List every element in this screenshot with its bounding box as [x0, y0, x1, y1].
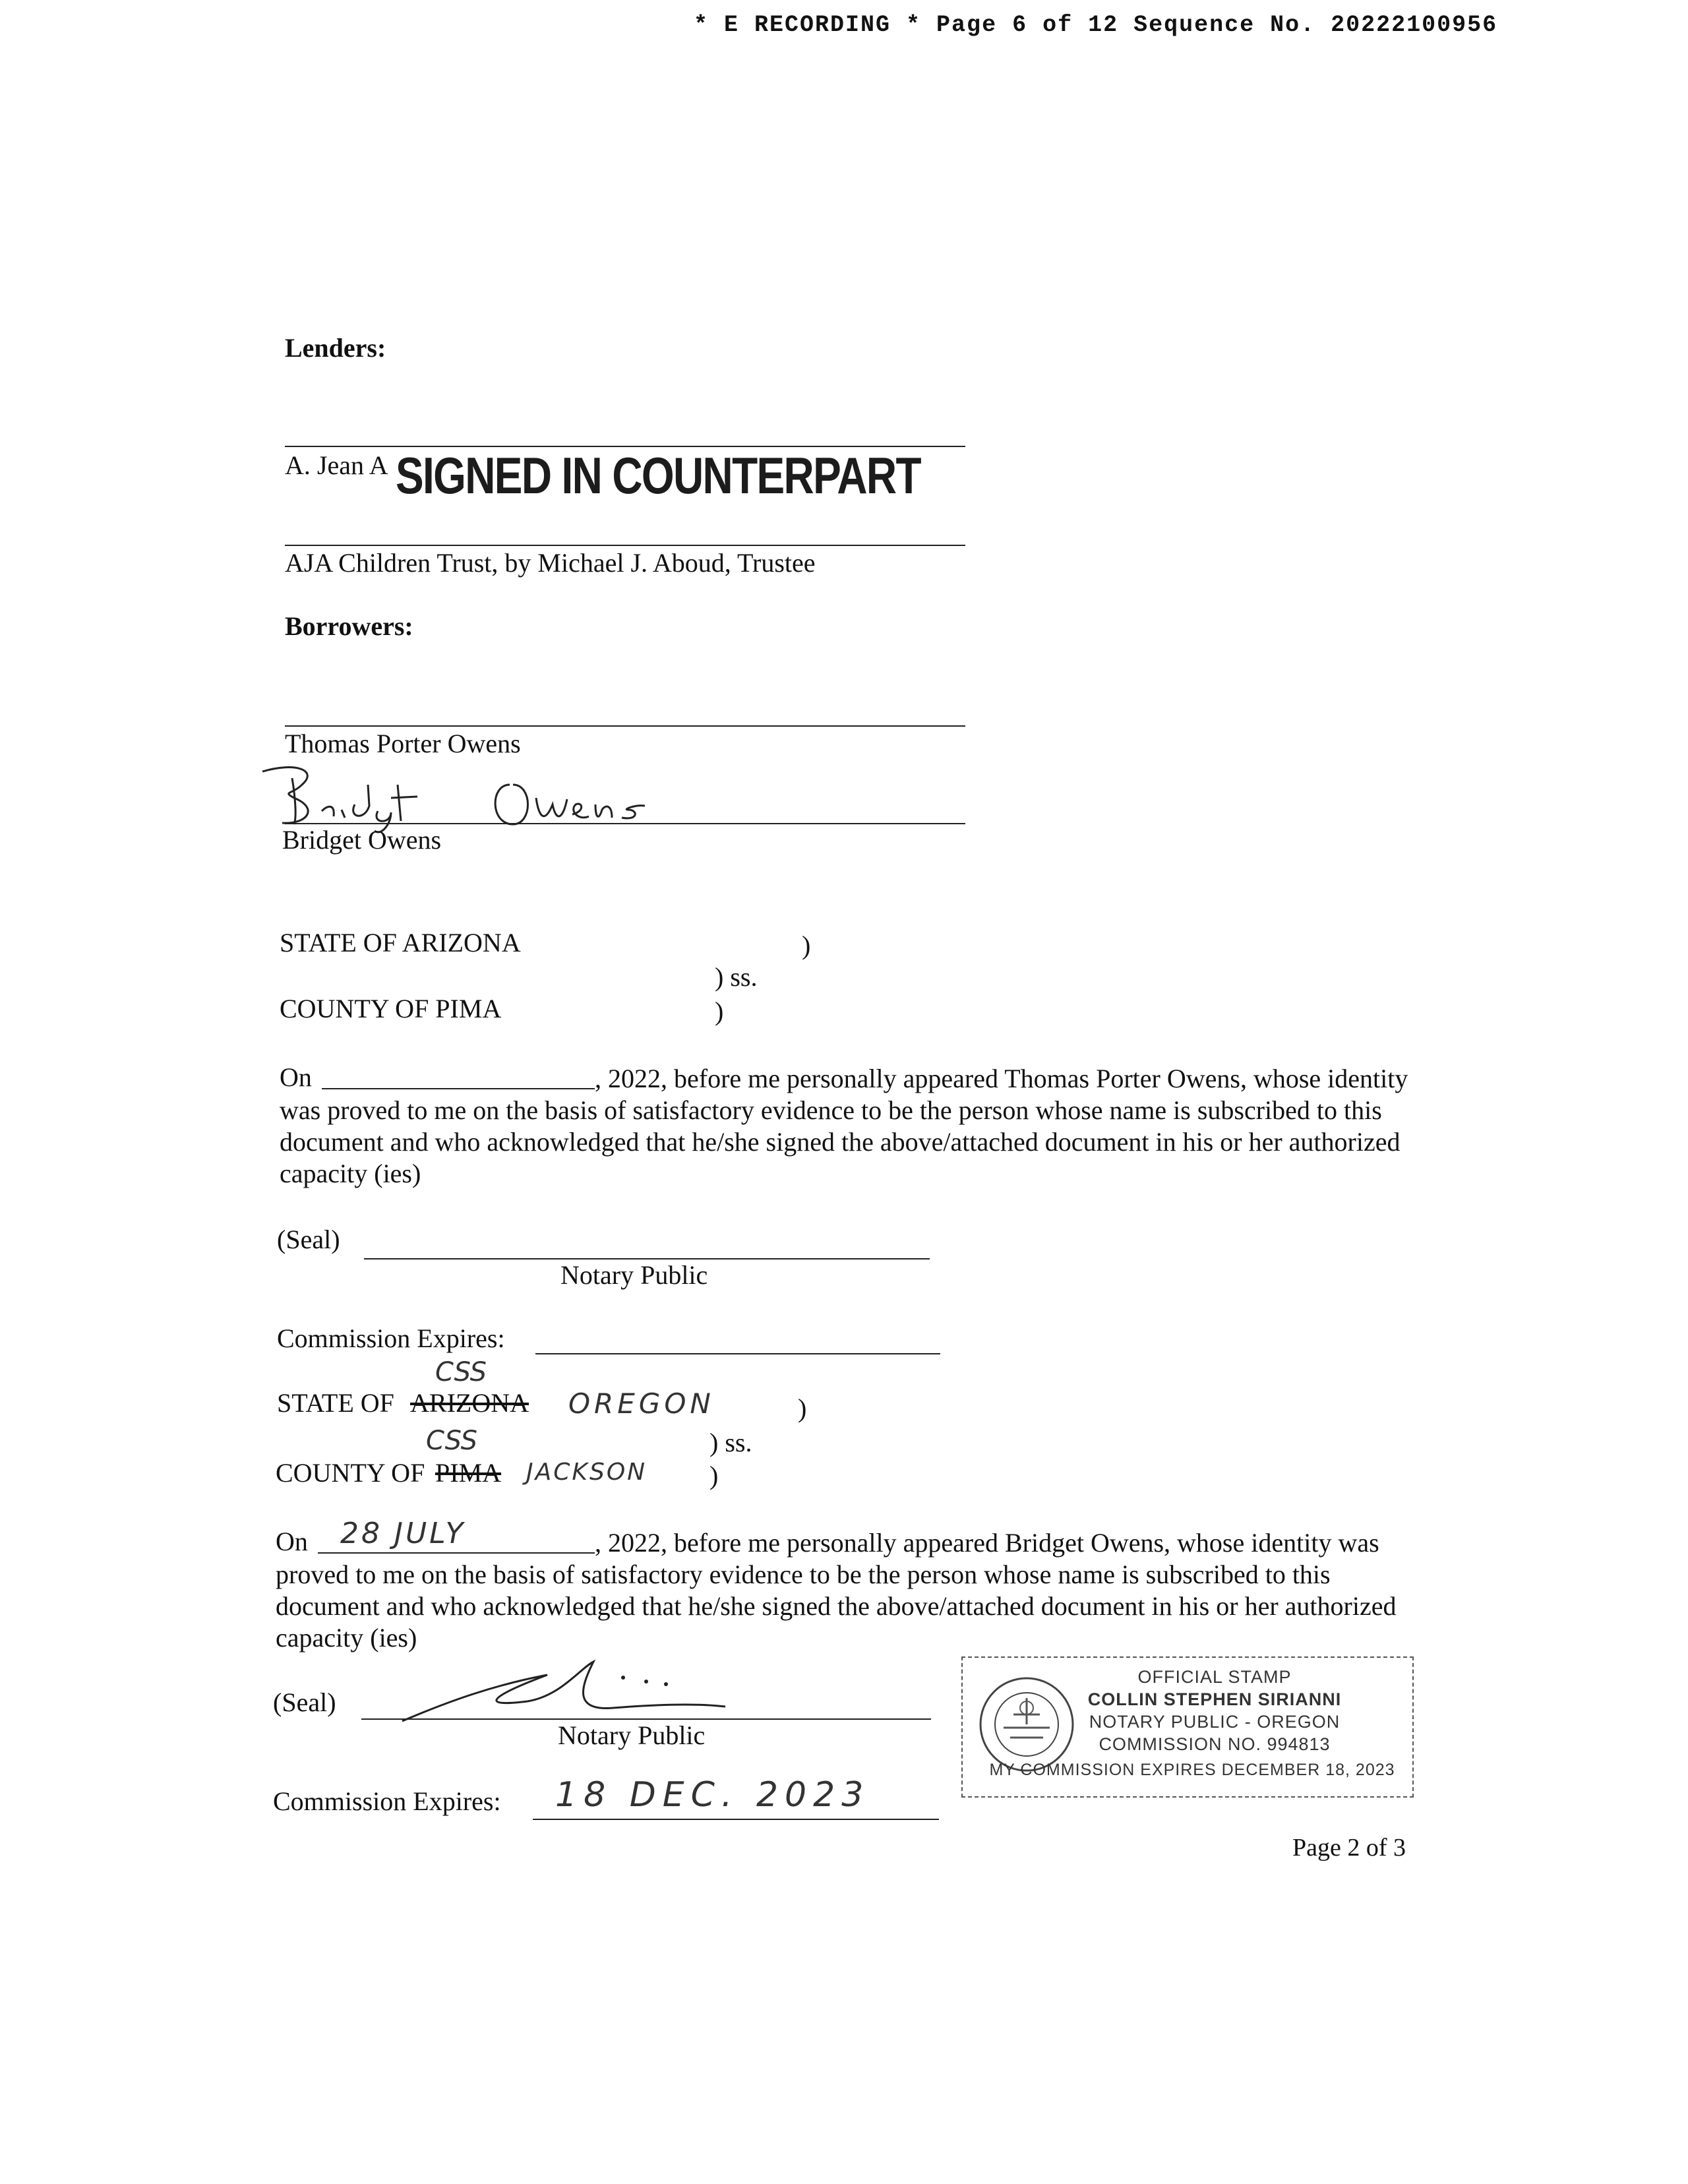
official-notary-stamp [961, 1656, 1414, 1798]
notary2-state-handwritten: OREGON [568, 1387, 715, 1420]
lender2-signature-line [285, 545, 965, 546]
notary1-seal: (Seal) [277, 1225, 340, 1254]
notary2-paragraph: , 2022, before me personally appeared Bridget Owens, whose identity was proved to me on the basis of satisfactory evidence to be the person whose name is subscribed to this document and who acknowledged that he/she signed the above/attached document in his or her authorized capacity (ies) [276, 1528, 1397, 1653]
stamp-line-notary-name: COLLIN STEPHEN SIRIANNI [1087, 1689, 1342, 1709]
notary1-on-label: On [280, 1062, 312, 1092]
signed-in-counterpart-stamp: SIGNED IN COUNTERPART [396, 446, 920, 504]
notary1-county-paren: ) [715, 996, 724, 1026]
recording-header: * E RECORDING * Page 6 of 12 Sequence No. 20222100956 [694, 12, 1498, 38]
borrower1-name: Thomas Porter Owens [285, 729, 521, 758]
notary1-paragraph: , 2022, before me personally appeared Thomas Porter Owens, whose identity was proved to me on the basis of satisfactory evidence to be the person whose name is subscribed to this document and who acknowledged that he/she signed the above/attached document in his or her authorized capacity (ies) [280, 1064, 1408, 1188]
notary2-on-label: On [276, 1527, 308, 1556]
notary2-ss: ) ss. [709, 1428, 752, 1457]
state-initials: CSS [435, 1357, 487, 1387]
notary1-paren: ) [802, 930, 811, 960]
stamp-line-expires: MY COMMISSION EXPIRES DECEMBER 18, 2023 [989, 1761, 1395, 1779]
notary2-county-paren: ) [709, 1461, 719, 1490]
notary2-county-struck: PIMA [435, 1458, 502, 1488]
notary2-county-handwritten: JACKSON [526, 1459, 648, 1486]
notary1-state: STATE OF ARIZONA [280, 928, 521, 957]
lenders-heading: Lenders: [285, 333, 386, 363]
notary2-date-handwritten: 28 JULY [340, 1517, 466, 1550]
lender2-name: AJA Children Trust, by Michael J. Aboud, Trustee [285, 548, 816, 578]
notary2-commission-date-handwritten: 18 DEC. 2023 [555, 1775, 870, 1815]
notary1-commission-line [535, 1353, 940, 1354]
notary2-notary-public: Notary Public [558, 1720, 706, 1750]
page-number: Page 2 of 3 [1292, 1834, 1406, 1862]
stamp-line-commission-no: COMMISSION NO. 994813 [1099, 1734, 1331, 1754]
notary2-commission-line [533, 1819, 939, 1820]
notary2-commission-expires: Commission Expires: [273, 1786, 501, 1816]
county-initials: CSS [426, 1426, 478, 1456]
notary2-paren: ) [798, 1393, 807, 1423]
stamp-line-notary-public: NOTARY PUBLIC - OREGON [1089, 1712, 1341, 1732]
borrower1-signature-line [285, 725, 965, 727]
notary2-seal: (Seal) [273, 1687, 336, 1717]
notary1-ss: ) ss. [715, 962, 758, 992]
notary-signature [396, 1655, 738, 1728]
stamp-line-official: OFFICIAL STAMP [1137, 1667, 1292, 1687]
notary1-notary-public: Notary Public [560, 1260, 708, 1290]
notary2-county-prefix: COUNTY OF [276, 1458, 425, 1488]
notary1-county: COUNTY OF PIMA [280, 994, 502, 1023]
notary2-state-prefix: STATE OF [277, 1388, 394, 1418]
borrowers-heading: Borrowers: [285, 611, 413, 641]
notary2-state-struck: ARIZONA [410, 1388, 529, 1418]
borrower2-name: Bridget Owens [282, 825, 442, 855]
lender1-name: A. Jean A [285, 450, 388, 480]
notary1-commission-expires: Commission Expires: [277, 1323, 505, 1353]
